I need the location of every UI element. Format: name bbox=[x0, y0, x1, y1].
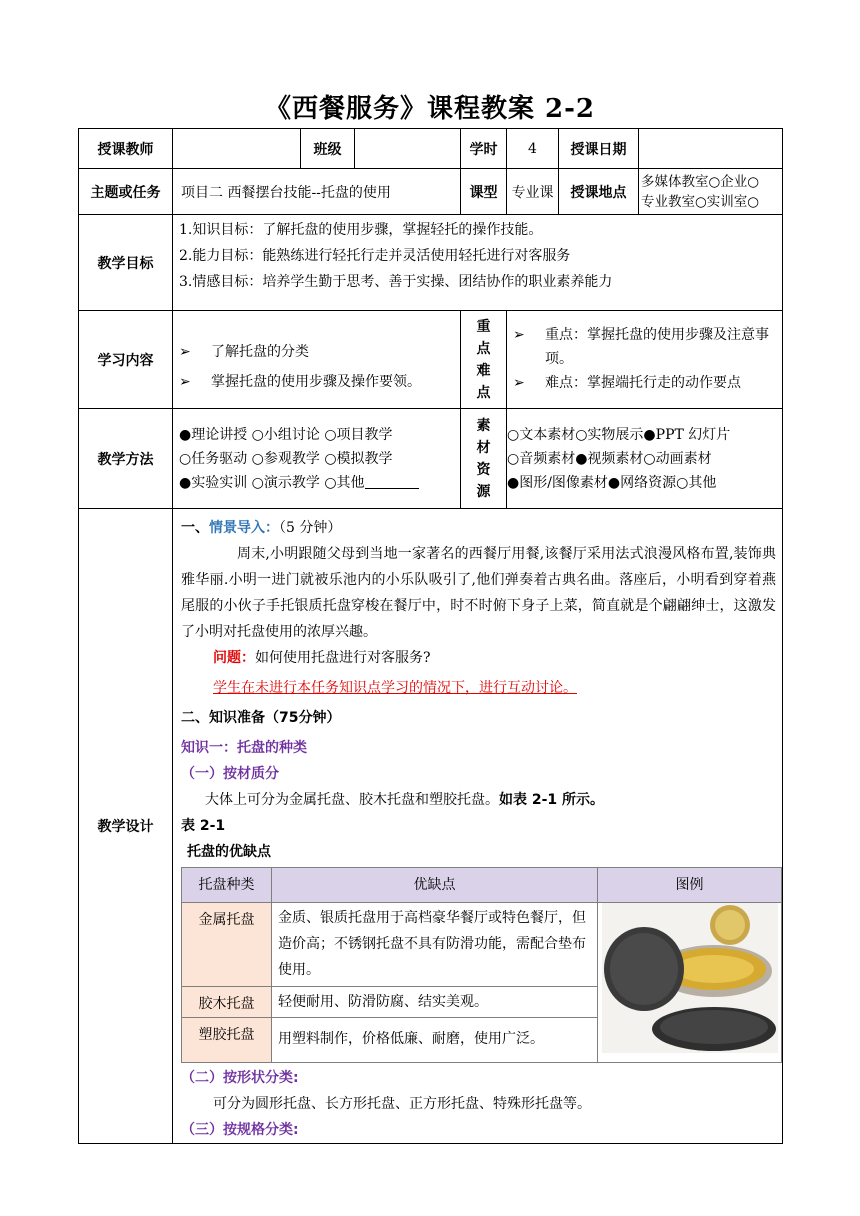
arrow-bullet-icon: ➢ bbox=[179, 373, 191, 390]
design-label: 教学设计 bbox=[79, 509, 173, 1144]
place-line-2: 专业教室○实训室○ bbox=[641, 193, 760, 210]
design-content bbox=[173, 509, 783, 1144]
scenario-paragraph: 周末,小明跟随父母到当地一家著名的西餐厅用餐,该餐厅采用法式浪漫风格布置,装饰典雅华丽.小明一进门就被乐池内的小乐队吸引了,他们弹奏着古典名曲。落座后，小明看到穿着燕尾服的小伙子手托银质托盘穿梭在餐厅中，时不时俯下身子上菜，简直就是个翩翩绅士，这激发了小明对托盘使用的浓厚兴趣。 bbox=[181, 546, 776, 640]
key-label-char: 难 bbox=[476, 362, 491, 379]
teacher-label: 授课教师 bbox=[79, 129, 173, 169]
goals-row bbox=[79, 215, 783, 311]
materials-label-char: 源 bbox=[476, 483, 491, 500]
goals-label: 教学目标 bbox=[79, 215, 173, 311]
key-label-char: 点 bbox=[476, 384, 491, 401]
key-points-label bbox=[461, 311, 507, 409]
subsection-2-text: 可分为圆形托盘、长方形托盘、正方形托盘、特殊形托盘等。 bbox=[213, 1096, 591, 1112]
methods-label: 教学方法 bbox=[79, 409, 173, 509]
tray-type-cell: 塑胶托盘 bbox=[182, 1018, 272, 1063]
tray-desc-cell: 金质、银质托盘用于高档豪华餐厅或特色餐厅，但造价高；不锈钢托盘不具有防滑功能，需配合垫布使用。 bbox=[272, 903, 598, 987]
section-1-heading bbox=[181, 515, 776, 541]
question-label: 问题： bbox=[213, 650, 255, 666]
content-row bbox=[79, 311, 783, 409]
design-row bbox=[79, 509, 783, 1144]
hours-value: 4 bbox=[507, 129, 559, 169]
arrow-bullet-icon: ➢ bbox=[179, 343, 191, 360]
section-1-prefix: 一、 bbox=[181, 520, 209, 536]
subsection-2-heading: （二）按形状分类: bbox=[181, 1070, 299, 1086]
goal-item: 2.能力目标：能熟练进行轻托行走并灵活使用轻托进行对客服务 bbox=[179, 248, 571, 264]
place-value bbox=[639, 169, 783, 215]
sub1-text-a: 大体上可分为金属托盘、胶木托盘和塑胶托盘。 bbox=[205, 792, 499, 808]
table-title: 托盘的优缺点 bbox=[187, 844, 271, 860]
column-header: 图例 bbox=[598, 868, 782, 903]
key-item-text: 重点：掌握托盘的使用步骤及注意事项。 bbox=[545, 327, 769, 367]
document-title: 《西餐服务》课程教案 2-2 bbox=[264, 94, 596, 124]
subsection-3-heading: （三）按规格分类: bbox=[181, 1122, 299, 1138]
method-line-text: ●实验实训 ○演示教学 ○其他 bbox=[179, 474, 365, 491]
tray-desc-cell: 用塑料制作，价格低廉、耐磨，使用广泛。 bbox=[272, 1018, 598, 1063]
hours-label: 学时 bbox=[461, 129, 507, 169]
list-item bbox=[507, 323, 782, 371]
place-label: 授课地点 bbox=[559, 169, 639, 215]
table-header-row bbox=[182, 868, 782, 903]
column-header: 优缺点 bbox=[272, 868, 598, 903]
tray-photo bbox=[598, 903, 782, 1063]
key-label-char: 点 bbox=[476, 340, 491, 357]
method-line: ●理论讲授 ○小组讨论 ○项目教学 bbox=[179, 426, 393, 443]
type-label: 课型 bbox=[461, 169, 507, 215]
content-item-text: 了解托盘的分类 bbox=[211, 343, 309, 360]
goal-item: 3.情感目标：培养学生勤于思考、善于实操、团结协作的职业素养能力 bbox=[179, 274, 613, 290]
teacher-value bbox=[173, 129, 301, 169]
material-line: ●图形/图像素材●网络资源○其他 bbox=[507, 475, 717, 491]
list-item bbox=[173, 340, 460, 364]
list-item bbox=[173, 370, 460, 394]
section-2-heading: 二、知识准备（75分钟） bbox=[181, 710, 341, 726]
class-value bbox=[355, 129, 461, 169]
key-points-list bbox=[507, 311, 783, 409]
goal-item: 1.知识目标：了解托盘的使用步骤，掌握轻托的操作技能。 bbox=[179, 222, 543, 238]
class-label: 班级 bbox=[301, 129, 355, 169]
tray-type-cell: 胶木托盘 bbox=[182, 987, 272, 1018]
discussion-line bbox=[181, 675, 776, 701]
section-1-title: 情景导入： bbox=[209, 520, 279, 536]
discussion-text: 学生在未进行本任务知识点学习的情况下，进行互动讨论。 bbox=[213, 680, 577, 696]
tray-type-cell: 金属托盘 bbox=[182, 903, 272, 987]
place-line-1: 多媒体教室○企业○ bbox=[641, 173, 760, 190]
trays-image bbox=[602, 903, 778, 1053]
type-value: 专业课 bbox=[507, 169, 559, 215]
content-list bbox=[173, 311, 461, 409]
content-item-text: 掌握托盘的使用步骤及操作要领。 bbox=[211, 373, 421, 390]
list-item bbox=[507, 371, 782, 395]
topic-row bbox=[79, 169, 783, 215]
section-1-time: （5 分钟） bbox=[279, 520, 342, 536]
table-row bbox=[182, 903, 782, 987]
materials-label-char: 资 bbox=[476, 461, 491, 478]
materials-label-char: 材 bbox=[476, 439, 491, 456]
sub1-text-b: 如表 2-1 所示。 bbox=[499, 792, 605, 808]
topic-label: 主题或任务 bbox=[79, 169, 173, 215]
arrow-bullet-icon: ➢ bbox=[513, 327, 525, 343]
date-value bbox=[639, 129, 783, 169]
methods-list bbox=[173, 409, 461, 509]
tray-comparison-table bbox=[181, 867, 782, 1063]
material-line: ○文本素材○实物展示●PPT 幻灯片 bbox=[507, 427, 731, 443]
blank-underline bbox=[365, 474, 419, 489]
header-row bbox=[79, 129, 783, 169]
goals-list bbox=[173, 215, 783, 311]
subsection-1-text bbox=[181, 787, 776, 813]
content-label: 学习内容 bbox=[79, 311, 173, 409]
method-line bbox=[173, 471, 460, 495]
arrow-bullet-icon: ➢ bbox=[513, 375, 525, 391]
material-line: ○音频素材●视频素材○动画素材 bbox=[507, 451, 712, 467]
date-label: 授课日期 bbox=[559, 129, 639, 169]
tray-desc-cell: 轻便耐用、防滑防腐、结实美观。 bbox=[272, 987, 598, 1018]
lesson-plan-table bbox=[78, 128, 783, 1144]
materials-label-char: 素 bbox=[476, 417, 491, 434]
subsection-1-heading: （一）按材质分 bbox=[181, 766, 279, 782]
methods-row bbox=[79, 409, 783, 509]
key-item-text: 难点：掌握端托行走的动作要点 bbox=[545, 375, 741, 391]
table-number: 表 2-1 bbox=[181, 818, 226, 834]
materials-list bbox=[507, 409, 783, 509]
column-header: 托盘种类 bbox=[182, 868, 272, 903]
knowledge-1-heading: 知识一：托盘的种类 bbox=[181, 740, 307, 756]
question-text: 如何使用托盘进行对客服务? bbox=[255, 650, 431, 666]
topic-value: 项目二 西餐摆台技能--托盘的使用 bbox=[173, 169, 461, 215]
question-line bbox=[181, 645, 776, 671]
method-line: ○任务驱动 ○参观教学 ○模拟教学 bbox=[179, 450, 393, 467]
materials-label bbox=[461, 409, 507, 509]
key-label-char: 重 bbox=[476, 318, 491, 335]
